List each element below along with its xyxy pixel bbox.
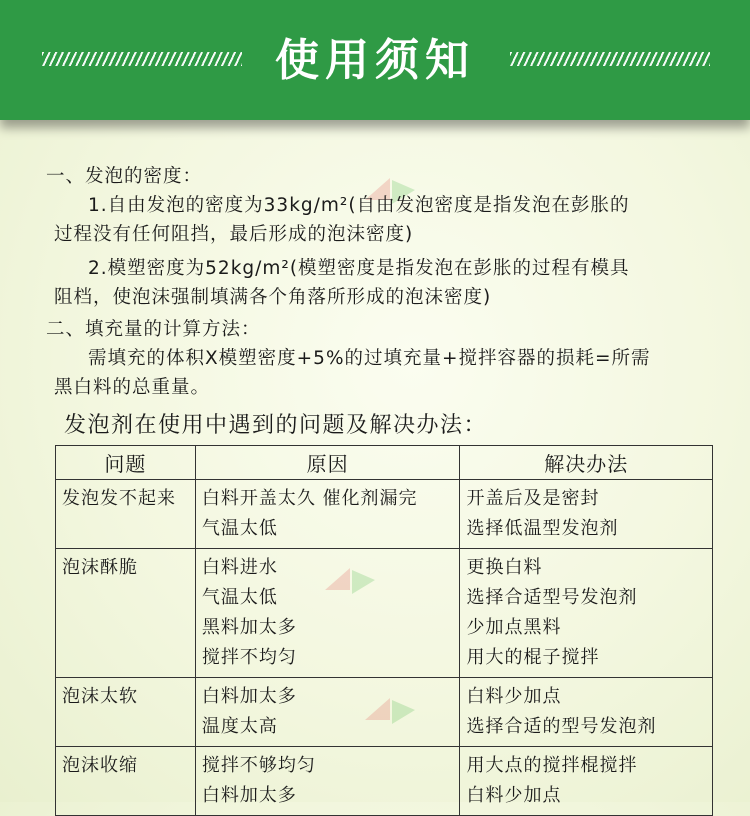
cause-cell: 白料开盖太久 催化剂漏完 气温太低: [195, 480, 460, 549]
column-header-solution: 解决办法: [460, 446, 713, 480]
fill-calc-heading: 二、填充量的计算方法：: [46, 319, 261, 340]
molded-density-line1: 2.模塑密度为52kg/m²(模塑密度是指发泡在彭胀的过程有模具: [88, 258, 630, 279]
column-header-cause: 原因: [195, 446, 460, 480]
fill-formula-line2: 黑白料的总重量。: [54, 377, 211, 398]
problem-cell: 泡沫收缩: [56, 747, 196, 816]
molded-density-line2: 阻档，使泡沫强制填满各个角落所形成的泡沫密度): [54, 287, 492, 308]
cause-cell: 白料加太多 温度太高: [195, 678, 460, 747]
cause-cell: 白料进水 气温太低 黑料加太多 搅拌不均匀: [195, 549, 460, 678]
density-heading: 一、发泡的密度：: [46, 166, 203, 187]
right-stripe-decoration: [510, 52, 710, 66]
problem-cell: 发泡发不起来: [56, 480, 196, 549]
free-foam-density-line2: 过程没有任何阻挡，最后形成的泡沫密度): [54, 224, 414, 245]
column-header-problem: 问题: [56, 446, 196, 480]
table-row: [56, 678, 713, 747]
problems-section-title: 发泡剂在使用中遇到的问题及解决办法：: [64, 413, 488, 438]
table-header-row: [56, 446, 713, 480]
problems-table: [55, 445, 713, 816]
solution-cell: 开盖后及是密封 选择低温型发泡剂: [460, 480, 713, 549]
fill-formula-line1: 需填充的体积X模塑密度+5%的过填充量+搅拌容器的损耗=所需: [88, 348, 651, 369]
solution-cell: 白料少加点 选择合适的型号发泡剂: [460, 678, 713, 747]
solution-cell: 用大点的搅拌棍搅拌 白料少加点: [460, 747, 713, 816]
table-row: [56, 480, 713, 549]
table-row: [56, 747, 713, 816]
table-row: [56, 549, 713, 678]
header-banner: [0, 0, 750, 120]
page-title: 使用须知: [275, 35, 475, 86]
cause-cell: 搅拌不够均匀 白料加太多: [195, 747, 460, 816]
free-foam-density-line1: 1.自由发泡的密度为33kg/m²(自由发泡密度是指发泡在彭胀的: [88, 195, 630, 216]
problem-cell: 泡沫太软: [56, 678, 196, 747]
solution-cell: 更换白料 选择合适型号发泡剂 少加点黑料 用大的棍子搅拌: [460, 549, 713, 678]
problem-cell: 泡沫酥脆: [56, 549, 196, 678]
